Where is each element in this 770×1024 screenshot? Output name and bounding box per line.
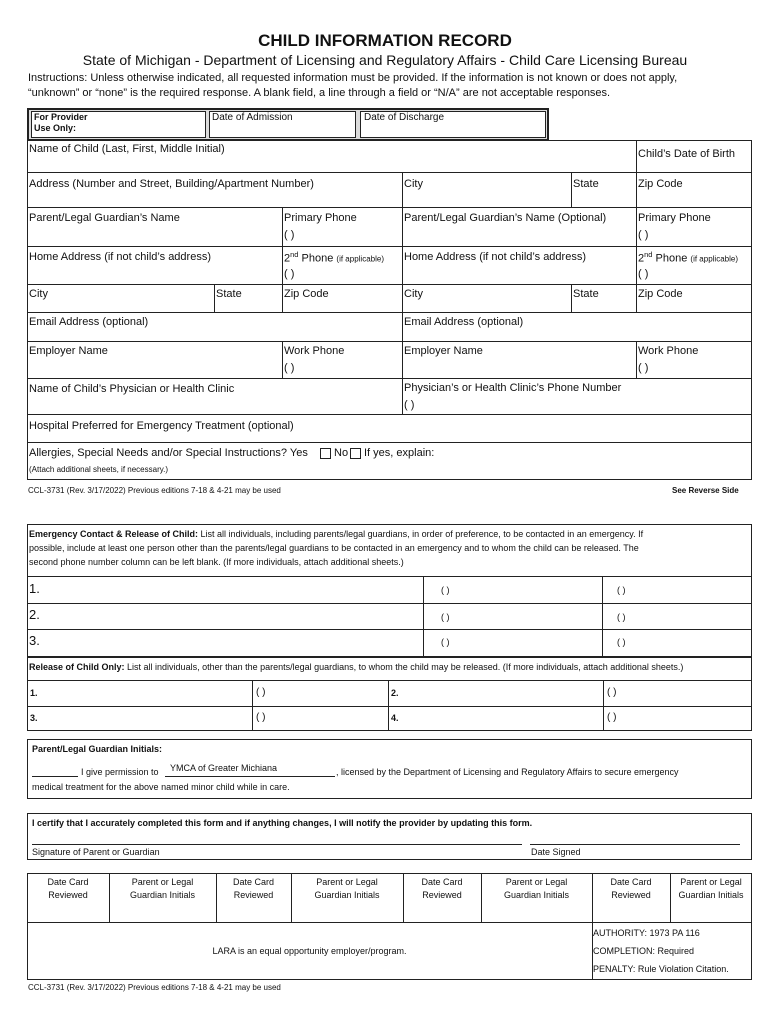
release-num-2: 2. <box>391 688 399 698</box>
vertical-rule <box>402 172 403 414</box>
give-permission-text: I give permission to <box>81 767 159 777</box>
release-phone-2: ( ) <box>607 687 617 698</box>
horizontal-rule <box>27 378 752 379</box>
release-phone-1: ( ) <box>256 687 266 698</box>
vertical-rule <box>282 207 283 312</box>
certify-text: I certify that I accurately completed this form and if anything changes, I will notify the provider by updating this form. <box>32 818 533 828</box>
second-phone-2-parens: ( ) <box>638 268 649 280</box>
initials-line[interactable] <box>32 776 78 777</box>
vertical-rule <box>571 172 572 207</box>
emergency-row-3-phone-2: ( ) <box>617 637 626 647</box>
review-date-1-a: Date Card <box>47 877 89 887</box>
label-text: 2 <box>284 252 291 265</box>
review-init-3-a: Parent or Legal <box>505 877 568 887</box>
review-init-2-a: Parent or Legal <box>316 877 378 887</box>
second-phone-label <box>284 251 384 265</box>
home-address-2-label: Home Address (if not child’s address) <box>404 251 586 263</box>
footer-code-top: CCL-3731 (Rev. 3/17/2022) Previous editions 7-18 & 4-21 may be used <box>28 486 281 495</box>
emergency-row-1-phone-2: ( ) <box>617 585 626 595</box>
superscript-text: nd <box>644 250 653 259</box>
vertical-rule <box>423 576 424 657</box>
vertical-rule <box>571 284 572 312</box>
label-text: Emergency Contact & Release of Child: <box>29 529 199 539</box>
vertical-rule <box>252 680 253 731</box>
emergency-row-1-phone: ( ) <box>441 585 450 595</box>
guardian-name-label: Parent/Legal Guardian’s Name <box>29 212 180 224</box>
vertical-rule <box>603 680 604 731</box>
discharge-label: Date of Discharge <box>364 112 445 123</box>
if-yes-label: If yes, explain: <box>364 447 435 459</box>
work-phone-parens: ( ) <box>284 362 295 374</box>
release-num-1: 1. <box>30 688 38 698</box>
work-phone-2-label: Work Phone <box>638 345 699 357</box>
emergency-row-3-phone: ( ) <box>441 637 450 647</box>
label-text: Release of Child Only: <box>29 662 125 672</box>
provider-label-2: Use Only: <box>34 123 77 133</box>
review-date-3-a: Date Card <box>421 877 463 887</box>
allergies-label: Allergies, Special Needs and/or Special Instructions? Yes <box>29 447 308 459</box>
guardian-state-label: State <box>216 288 242 300</box>
horizontal-rule <box>27 207 752 208</box>
vertical-rule <box>636 207 637 312</box>
horizontal-rule <box>27 414 752 415</box>
review-date-3-b: Reviewed <box>422 890 462 900</box>
release-phone-3: ( ) <box>256 712 266 723</box>
allergies-no-checkbox[interactable] <box>350 448 361 459</box>
see-reverse-side: See Reverse Side <box>672 486 739 495</box>
date-signed-label: Date Signed <box>531 847 581 857</box>
city-label: City <box>404 178 423 190</box>
superscript-text: nd <box>290 250 299 259</box>
vertical-rule <box>636 140 637 207</box>
authority-text: AUTHORITY: 1973 PA 116 <box>593 928 700 938</box>
form-title: CHILD INFORMATION RECORD <box>258 31 512 50</box>
release-text <box>29 662 683 672</box>
label-text: 2 <box>638 252 645 265</box>
label-text: (if applicable) <box>336 254 384 264</box>
review-date-2-a: Date Card <box>232 877 275 887</box>
vertical-rule <box>214 284 215 312</box>
release-num-3: 3. <box>30 713 38 723</box>
second-phone-parens: ( ) <box>284 268 295 280</box>
horizontal-rule <box>27 442 752 443</box>
signature-line[interactable] <box>32 844 522 845</box>
licensed-text: , licensed by the Department of Licensing and Regulatory Affairs to secure emergency <box>336 767 679 777</box>
footer-code-bottom: CCL-3731 (Rev. 3/17/2022) Previous editions 7-18 & 4-21 may be used <box>28 983 281 992</box>
review-init-4-a: Parent or Legal <box>680 877 742 887</box>
label-text: (if applicable) <box>690 254 738 264</box>
emergency-row-2-phone-2: ( ) <box>617 612 626 622</box>
review-init-2-b: Guardian Initials <box>314 890 380 900</box>
eeo-statement: LARA is an equal opportunity employer/program. <box>212 946 407 956</box>
allergies-no-label: No <box>334 447 349 459</box>
release-num-4: 4. <box>391 713 399 723</box>
email-2-label: Email Address (optional) <box>404 316 524 328</box>
emergency-row-1-num: 1. <box>29 581 40 596</box>
employer-label: Employer Name <box>29 345 108 357</box>
horizontal-rule <box>165 776 335 777</box>
guardian-2-state-label: State <box>573 288 599 300</box>
hospital-label: Hospital Preferred for Emergency Treatment (optional) <box>29 420 294 432</box>
physician-label: Name of Child’s Physician or Health Clinic <box>29 383 235 395</box>
label-text: List all individuals, other than the parents/legal guardians, to whom the child may be released. (If more individuals, attach additional sheets.) <box>124 662 684 672</box>
review-init-4-b: Guardian Initials <box>678 890 744 900</box>
guardian-2-zip-label: Zip Code <box>638 288 683 300</box>
instructions-line-2: “unknown” or “none” is the required response. A blank field, a line through a field or “N/A” are not acceptable responses. <box>28 87 611 99</box>
horizontal-rule <box>27 706 752 707</box>
child-dob-label: Child’s Date of Birth <box>638 148 736 160</box>
horizontal-rule <box>27 172 752 173</box>
work-phone-label: Work Phone <box>284 345 345 357</box>
state-label: State <box>573 178 599 190</box>
address-label: Address (Number and Street, Building/Apartment Number) <box>29 178 314 190</box>
horizontal-rule <box>27 284 752 285</box>
emergency-row-3-num: 3. <box>29 633 40 648</box>
horizontal-rule <box>27 341 752 342</box>
instructions-line-1: Instructions: Unless otherwise indicated, all requested information must be provided. If the information is not known or does not apply, <box>28 72 678 84</box>
guardian-city-label: City <box>29 288 48 300</box>
attach-note: (Attach additional sheets, if necessary.) <box>29 465 169 474</box>
vertical-rule <box>636 341 637 378</box>
penalty-text: PENALTY: Rule Violation Citation. <box>593 964 729 974</box>
primary-phone-2-parens: ( ) <box>638 229 649 241</box>
review-init-1-a: Parent or Legal <box>131 877 194 887</box>
emergency-row-2-num: 2. <box>29 607 40 622</box>
horizontal-rule <box>27 603 752 604</box>
emergency-text-3: second phone number column can be left blank. (If more individuals, attach additional sheets.) <box>29 557 404 567</box>
medical-text: medical treatment for the above named minor child while in care. <box>32 782 290 792</box>
emergency-row-2-phone: ( ) <box>441 612 450 622</box>
primary-phone-label: Primary Phone <box>284 212 357 224</box>
allergies-yes-checkbox[interactable] <box>320 448 331 459</box>
admission-label: Date of Admission <box>212 112 293 123</box>
vertical-rule <box>602 576 603 657</box>
review-date-4-b: Reviewed <box>611 890 651 900</box>
initials-label: Parent/Legal Guardian Initials: <box>32 744 163 754</box>
zip-label: Zip Code <box>638 178 683 190</box>
work-phone-2-parens: ( ) <box>638 362 649 374</box>
emergency-text-1 <box>29 529 643 539</box>
date-signed-line[interactable] <box>530 844 740 845</box>
second-phone-2-label <box>638 251 738 265</box>
physician-phone-parens: ( ) <box>404 399 415 411</box>
label-text: Phone <box>652 252 688 265</box>
review-init-3-b: Guardian Initials <box>503 890 570 900</box>
horizontal-rule <box>27 312 752 313</box>
review-date-1-b: Reviewed <box>48 890 88 900</box>
horizontal-rule <box>27 922 752 923</box>
vertical-rule <box>388 680 389 731</box>
horizontal-rule <box>27 246 752 247</box>
label-text: Phone <box>298 252 334 265</box>
horizontal-rule <box>27 680 752 681</box>
home-address-label: Home Address (if not child’s address) <box>29 251 211 263</box>
organization-name[interactable]: YMCA of Greater Michiana <box>170 763 278 773</box>
signature-label: Signature of Parent or Guardian <box>32 847 160 857</box>
primary-phone-parens: ( ) <box>284 229 295 241</box>
guardian-2-city-label: City <box>404 288 423 300</box>
review-date-2-b: Reviewed <box>233 890 274 900</box>
review-init-1-b: Guardian Initials <box>129 890 196 900</box>
provider-label-1: For Provider <box>34 112 88 122</box>
review-date-4-a: Date Card <box>610 877 652 887</box>
guardian-zip-label: Zip Code <box>284 288 329 300</box>
release-phone-4: ( ) <box>607 712 617 723</box>
horizontal-rule <box>27 629 752 630</box>
form-subtitle: State of Michigan - Department of Licensing and Regulatory Affairs - Child Care Licensing Bureau <box>82 52 688 68</box>
horizontal-rule <box>27 576 752 577</box>
completion-text: COMPLETION: Required <box>593 946 695 956</box>
child-name-label: Name of Child (Last, First, Middle Initial) <box>29 143 225 155</box>
employer-2-label: Employer Name <box>404 345 483 357</box>
guardian-name-opt-label: Parent/Legal Guardian’s Name (Optional) <box>404 212 607 224</box>
primary-phone-2-label: Primary Phone <box>638 212 711 224</box>
vertical-rule <box>282 341 283 378</box>
label-text: List all individuals, including parents/legal guardians, in order of preference, to be contacted in an emergency. If <box>198 529 644 539</box>
email-label: Email Address (optional) <box>29 316 149 328</box>
emergency-text-2: possible, include at least one person other than the parents/legal guardians to be contacted in an emergency and to whom the child can be released. The <box>29 543 639 553</box>
physician-phone-label: Physician’s or Health Clinic’s Phone Number <box>404 382 622 394</box>
